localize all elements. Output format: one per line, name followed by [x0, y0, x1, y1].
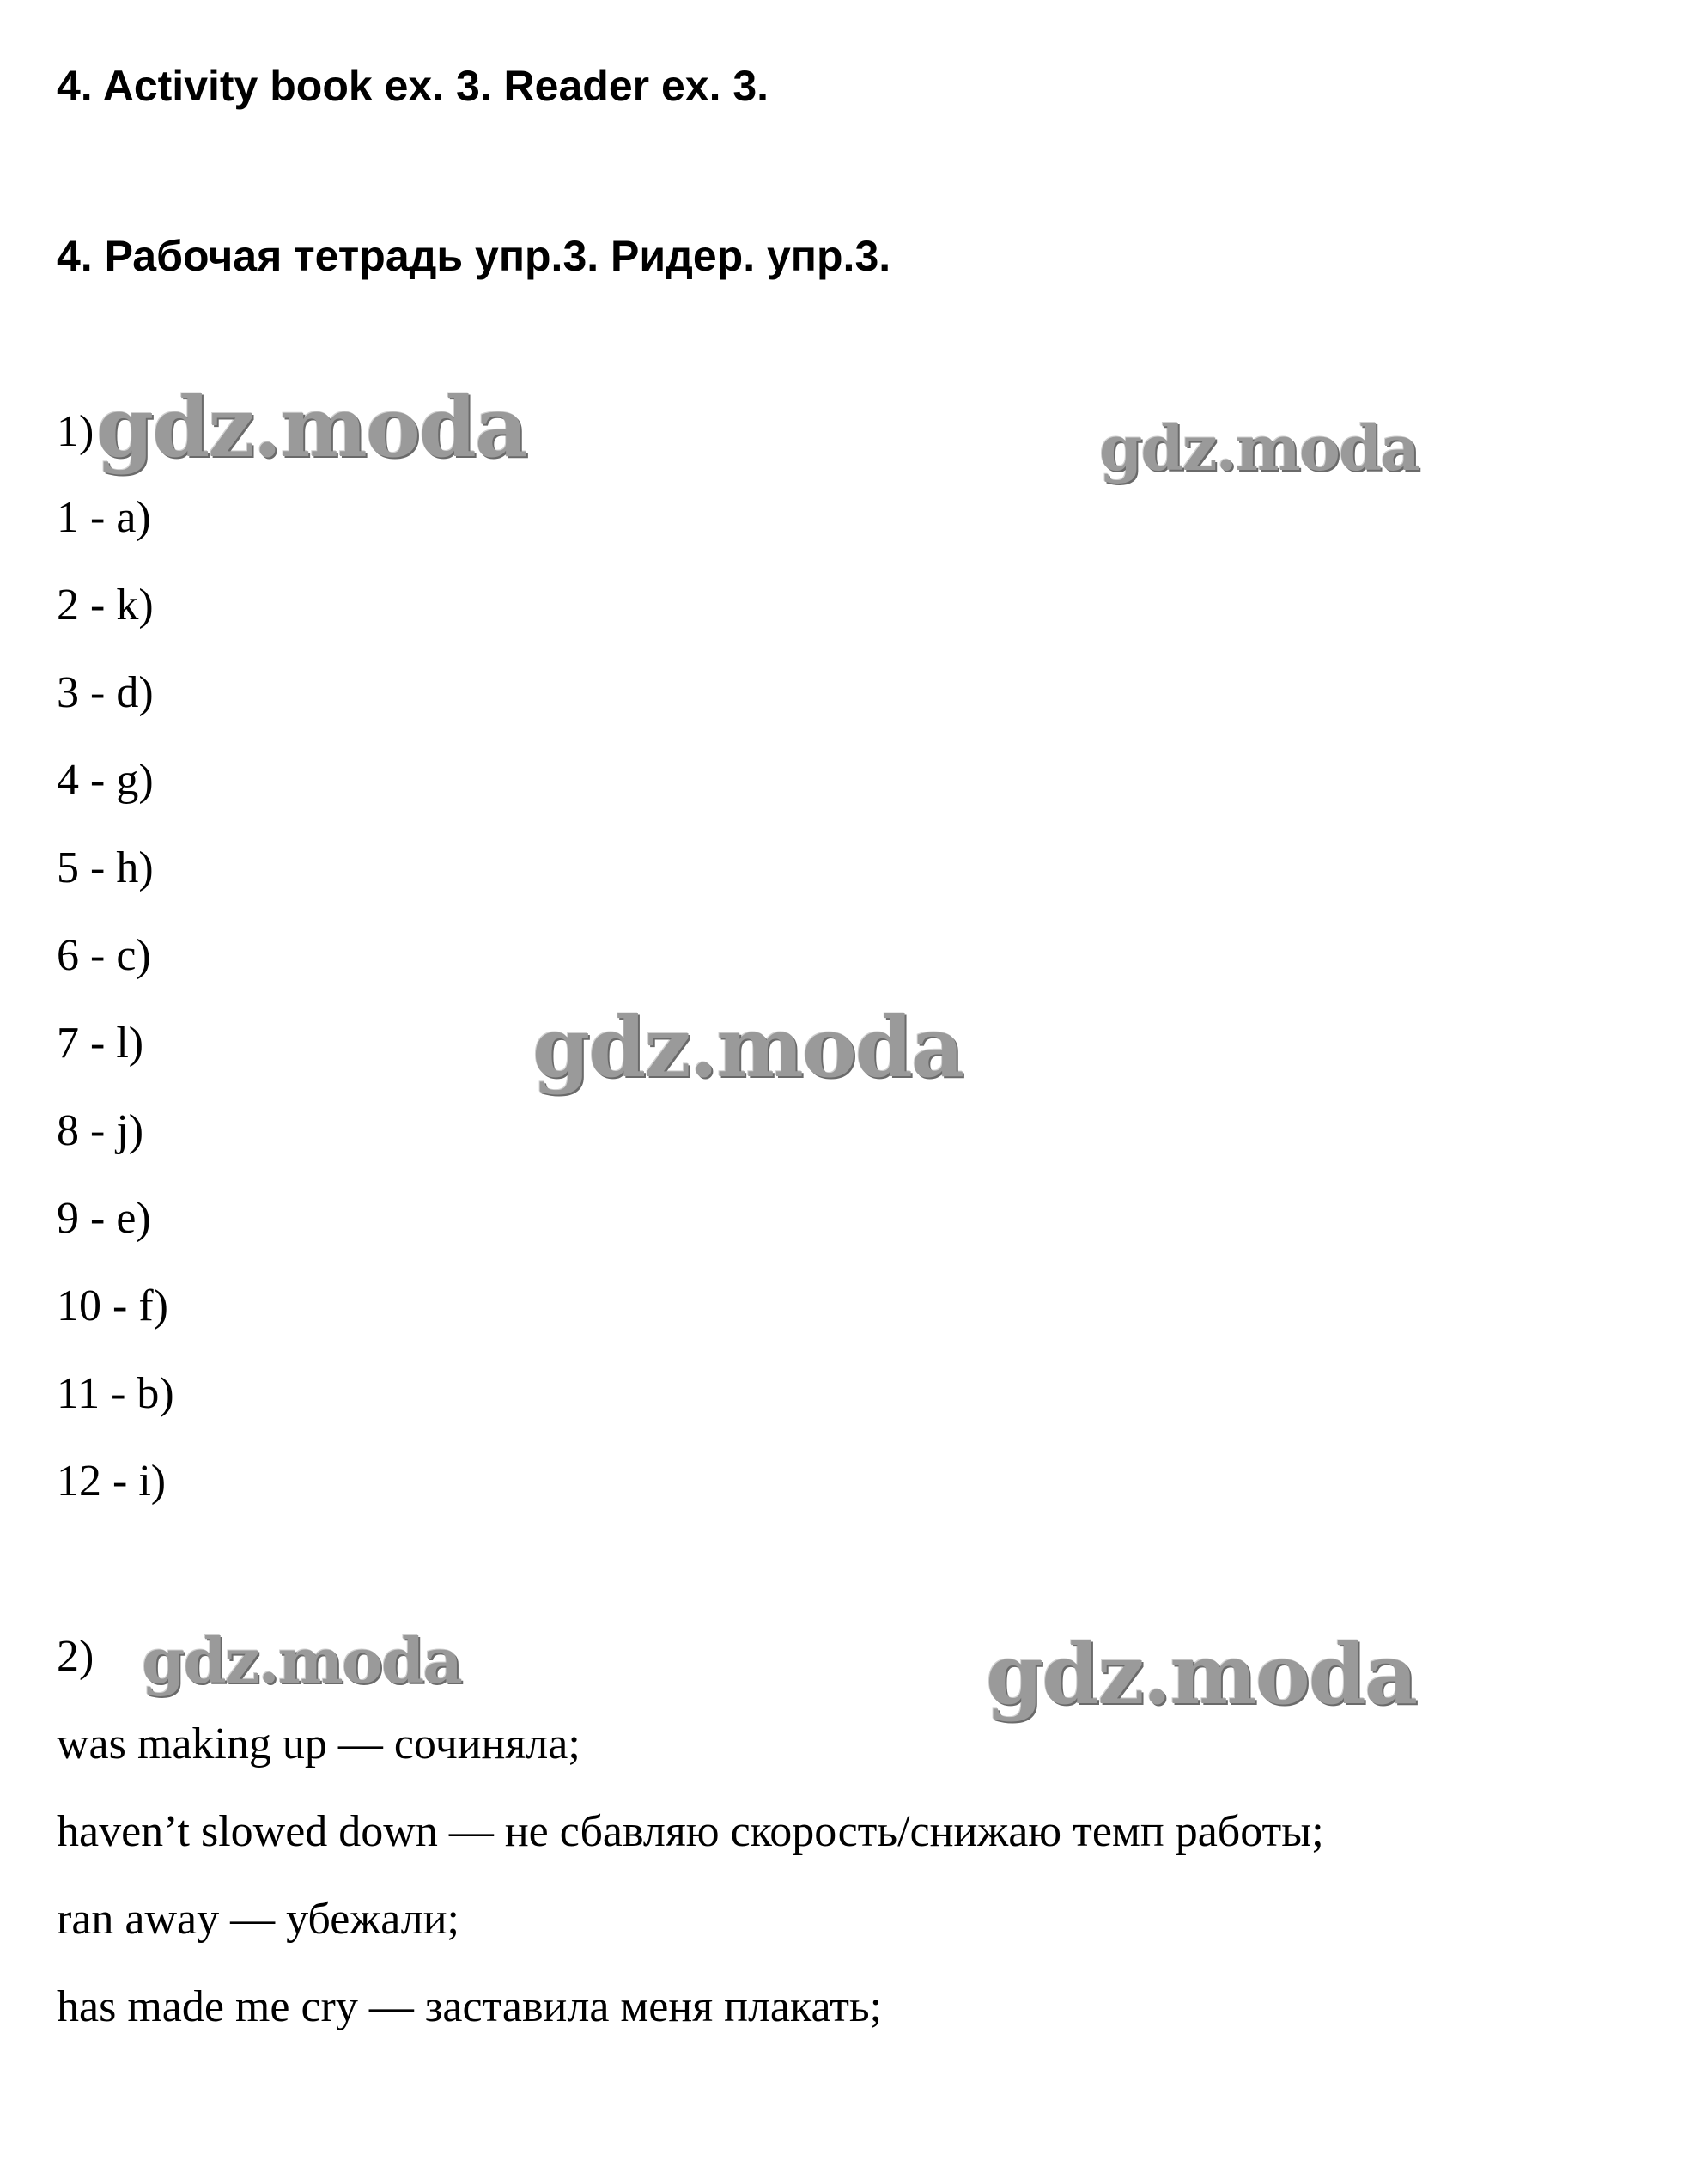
- translation-line: ran away — убежали;: [57, 1895, 459, 1944]
- heading-russian: 4. Рабочая тетрадь упр.3. Ридер. упр.3.: [57, 232, 891, 280]
- translation-line: was making up — сочиняла;: [57, 1720, 580, 1768]
- section-2-label: 2): [57, 1632, 94, 1681]
- answer-item: 7 - l): [57, 1019, 144, 1068]
- answer-item: 11 - b): [57, 1369, 174, 1418]
- answer-item: 12 - i): [57, 1457, 167, 1506]
- watermark: gdz.moda: [986, 1626, 1417, 1723]
- watermark: gdz.moda: [1099, 411, 1419, 484]
- answer-item: 10 - f): [57, 1281, 168, 1330]
- answer-item: 9 - e): [57, 1194, 151, 1243]
- heading-english: 4. Activity book ex. 3. Reader ex. 3.: [57, 62, 769, 110]
- translation-line: has made me cry — заставила меня плакать;: [57, 1982, 883, 2031]
- watermark: gdz.moda: [142, 1624, 461, 1697]
- answer-item: 6 - c): [57, 931, 151, 980]
- section-1-label: 1): [57, 407, 94, 456]
- translation-line: haven’t slowed down — не сбавляю скорость/снижаю темп работы;: [57, 1807, 1324, 1856]
- answer-item: 5 - h): [57, 843, 154, 892]
- answer-item: 8 - j): [57, 1106, 144, 1155]
- watermark: gdz.moda: [532, 999, 963, 1096]
- watermark: gdz.moda: [96, 379, 527, 476]
- answer-item: 2 - k): [57, 581, 154, 630]
- answer-item: 3 - d): [57, 668, 154, 717]
- answer-item: 1 - a): [57, 493, 151, 542]
- answer-item: 4 - g): [57, 756, 154, 805]
